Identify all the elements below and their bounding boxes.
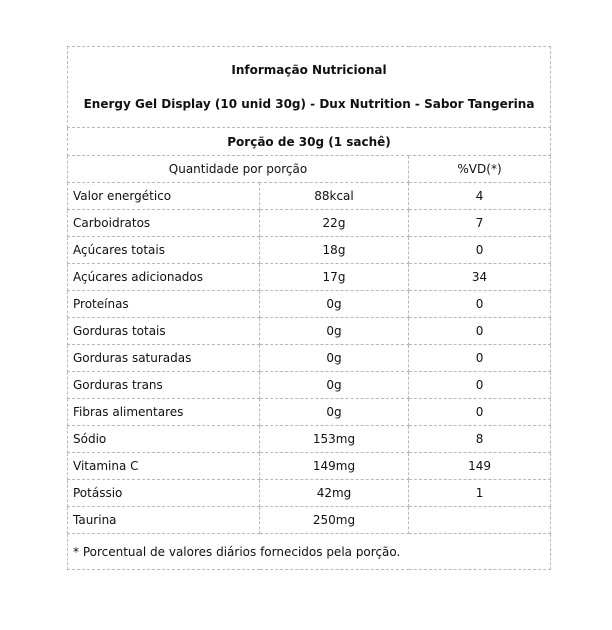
- header-row: [68, 47, 551, 128]
- table-row: [68, 372, 551, 399]
- table-title: Informação Nutricional: [231, 63, 387, 77]
- nutrient-amount: 0g: [260, 372, 409, 399]
- nutrient-name: Proteínas: [68, 291, 260, 318]
- nutrient-name: Gorduras totais: [68, 318, 260, 345]
- nutrient-name: Taurina: [68, 507, 260, 534]
- table-row: [68, 183, 551, 210]
- nutrient-amount: 88kcal: [260, 183, 409, 210]
- nutrient-amount: 149mg: [260, 453, 409, 480]
- table-header: [68, 47, 551, 128]
- nutrient-vd: 149: [409, 453, 551, 480]
- portion-row: [68, 128, 551, 156]
- table-row: [68, 453, 551, 480]
- nutrient-name: Açúcares totais: [68, 237, 260, 264]
- table-row: [68, 399, 551, 426]
- nutrient-name: Vitamina C: [68, 453, 260, 480]
- table-row: [68, 507, 551, 534]
- nutrient-vd: 0: [409, 399, 551, 426]
- nutrient-name: Sódio: [68, 426, 260, 453]
- nutrient-name: Carboidratos: [68, 210, 260, 237]
- nutrient-vd: 1: [409, 480, 551, 507]
- nutrient-amount: 17g: [260, 264, 409, 291]
- table-row: [68, 426, 551, 453]
- table-row: [68, 318, 551, 345]
- portion-size: Porção de 30g (1 sachê): [68, 128, 551, 156]
- nutrient-amount: 0g: [260, 291, 409, 318]
- column-header-row: [68, 156, 551, 183]
- nutrient-vd: 0: [409, 291, 551, 318]
- table-row: [68, 291, 551, 318]
- nutrient-vd: 8: [409, 426, 551, 453]
- nutrient-amount: 153mg: [260, 426, 409, 453]
- table-row: [68, 237, 551, 264]
- nutrient-name: Fibras alimentares: [68, 399, 260, 426]
- quantity-column-header: Quantidade por porção: [68, 156, 409, 183]
- nutrient-vd: 7: [409, 210, 551, 237]
- nutrient-amount: 18g: [260, 237, 409, 264]
- nutrient-amount: 0g: [260, 318, 409, 345]
- nutrient-vd: 34: [409, 264, 551, 291]
- nutrient-amount: 0g: [260, 399, 409, 426]
- nutrition-facts-table: [67, 46, 551, 570]
- nutrient-name: Gorduras saturadas: [68, 345, 260, 372]
- nutrient-vd: 0: [409, 372, 551, 399]
- nutrient-amount: 22g: [260, 210, 409, 237]
- nutrient-vd: 0: [409, 237, 551, 264]
- nutrient-name: Potássio: [68, 480, 260, 507]
- nutrient-amount: 250mg: [260, 507, 409, 534]
- nutrient-vd: 4: [409, 183, 551, 210]
- table-row: [68, 210, 551, 237]
- nutrient-name: Valor energético: [68, 183, 260, 210]
- table-row: [68, 480, 551, 507]
- nutrient-vd: [409, 507, 551, 534]
- nutrient-vd: 0: [409, 318, 551, 345]
- nutrient-amount: 42mg: [260, 480, 409, 507]
- footnote: * Porcentual de valores diários fornecidos pela porção.: [68, 534, 551, 570]
- footnote-row: [68, 534, 551, 570]
- product-name: Energy Gel Display (10 unid 30g) - Dux Nutrition - Sabor Tangerina: [83, 97, 535, 111]
- nutrient-name: Açúcares adicionados: [68, 264, 260, 291]
- nutrient-vd: 0: [409, 345, 551, 372]
- nutrient-name: Gorduras trans: [68, 372, 260, 399]
- nutrient-amount: 0g: [260, 345, 409, 372]
- table-row: [68, 264, 551, 291]
- table-row: [68, 345, 551, 372]
- vd-column-header: %VD(*): [409, 156, 551, 183]
